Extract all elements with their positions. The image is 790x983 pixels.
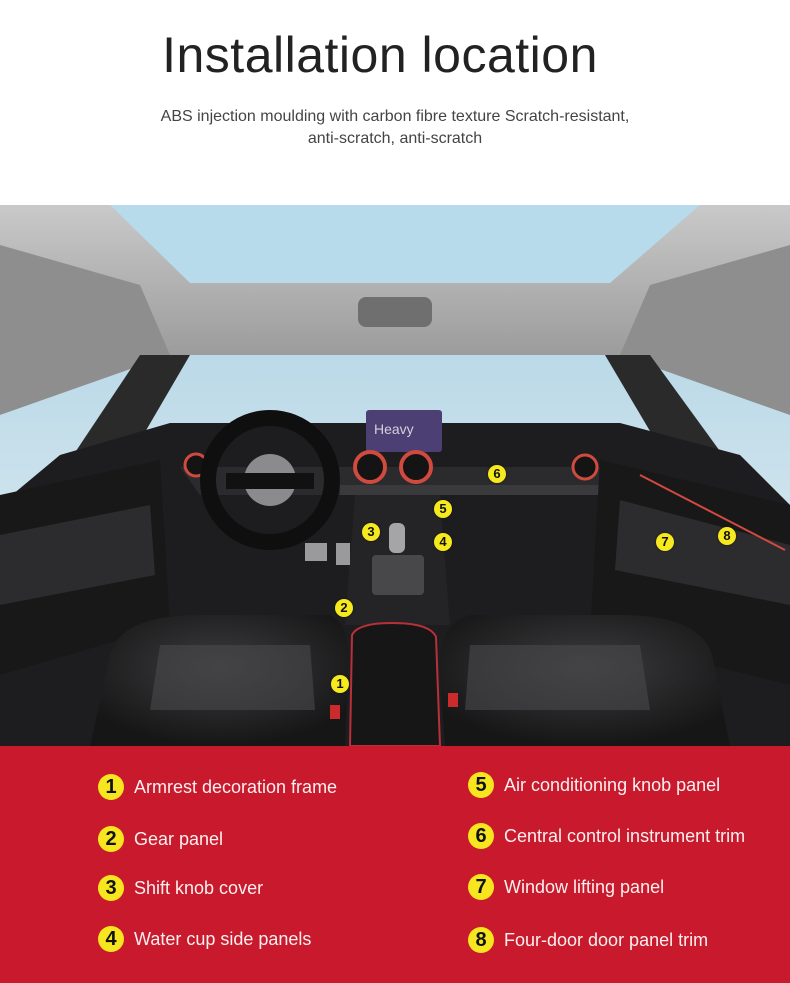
legend-item bbox=[468, 925, 708, 955]
legend-item bbox=[98, 924, 311, 954]
legend-number-2: 2 bbox=[98, 826, 124, 852]
header bbox=[0, 0, 790, 205]
marker-8: 8 bbox=[718, 527, 736, 545]
page-title: Installation location bbox=[162, 27, 598, 83]
legend-number-4: 4 bbox=[98, 926, 124, 952]
screen-watermark-text: Heavy bbox=[374, 421, 414, 437]
legend-item bbox=[468, 770, 720, 800]
marker-7: 7 bbox=[656, 533, 674, 551]
legend-label: Four-door door panel trim bbox=[504, 929, 709, 950]
legend-item bbox=[98, 873, 263, 903]
car-interior-photo bbox=[0, 205, 790, 746]
legend-number-5: 5 bbox=[468, 772, 494, 798]
legend-number-1: 1 bbox=[98, 774, 124, 800]
legend-item bbox=[468, 821, 745, 851]
marker-1: 1 bbox=[331, 675, 349, 693]
legend-label: Gear panel bbox=[134, 828, 224, 849]
legend-number-6: 6 bbox=[468, 823, 494, 849]
page-subtitle: ABS injection moulding with carbon fibre texture Scratch-resistant, anti-scratch, anti-scratch bbox=[160, 108, 630, 147]
legend-item bbox=[98, 824, 223, 854]
legend-panel bbox=[0, 746, 790, 983]
legend-label: Central control instrument trim bbox=[504, 825, 746, 846]
marker-4: 4 bbox=[434, 533, 452, 551]
legend-label: Window lifting panel bbox=[504, 876, 665, 897]
marker-3: 3 bbox=[362, 523, 380, 541]
legend-number-3: 3 bbox=[98, 875, 124, 901]
legend-label: Water cup side panels bbox=[134, 928, 312, 949]
marker-2: 2 bbox=[335, 599, 353, 617]
legend-label: Air conditioning knob panel bbox=[504, 774, 721, 795]
legend-number-7: 7 bbox=[468, 874, 494, 900]
marker-6: 6 bbox=[488, 465, 506, 483]
legend-item bbox=[98, 772, 337, 802]
legend-number-8: 8 bbox=[468, 927, 494, 953]
legend-label: Shift knob cover bbox=[134, 877, 264, 898]
legend-item bbox=[468, 872, 664, 902]
legend-label: Armrest decoration frame bbox=[134, 776, 338, 797]
car-interior-illustration bbox=[0, 205, 790, 746]
marker-5: 5 bbox=[434, 500, 452, 518]
